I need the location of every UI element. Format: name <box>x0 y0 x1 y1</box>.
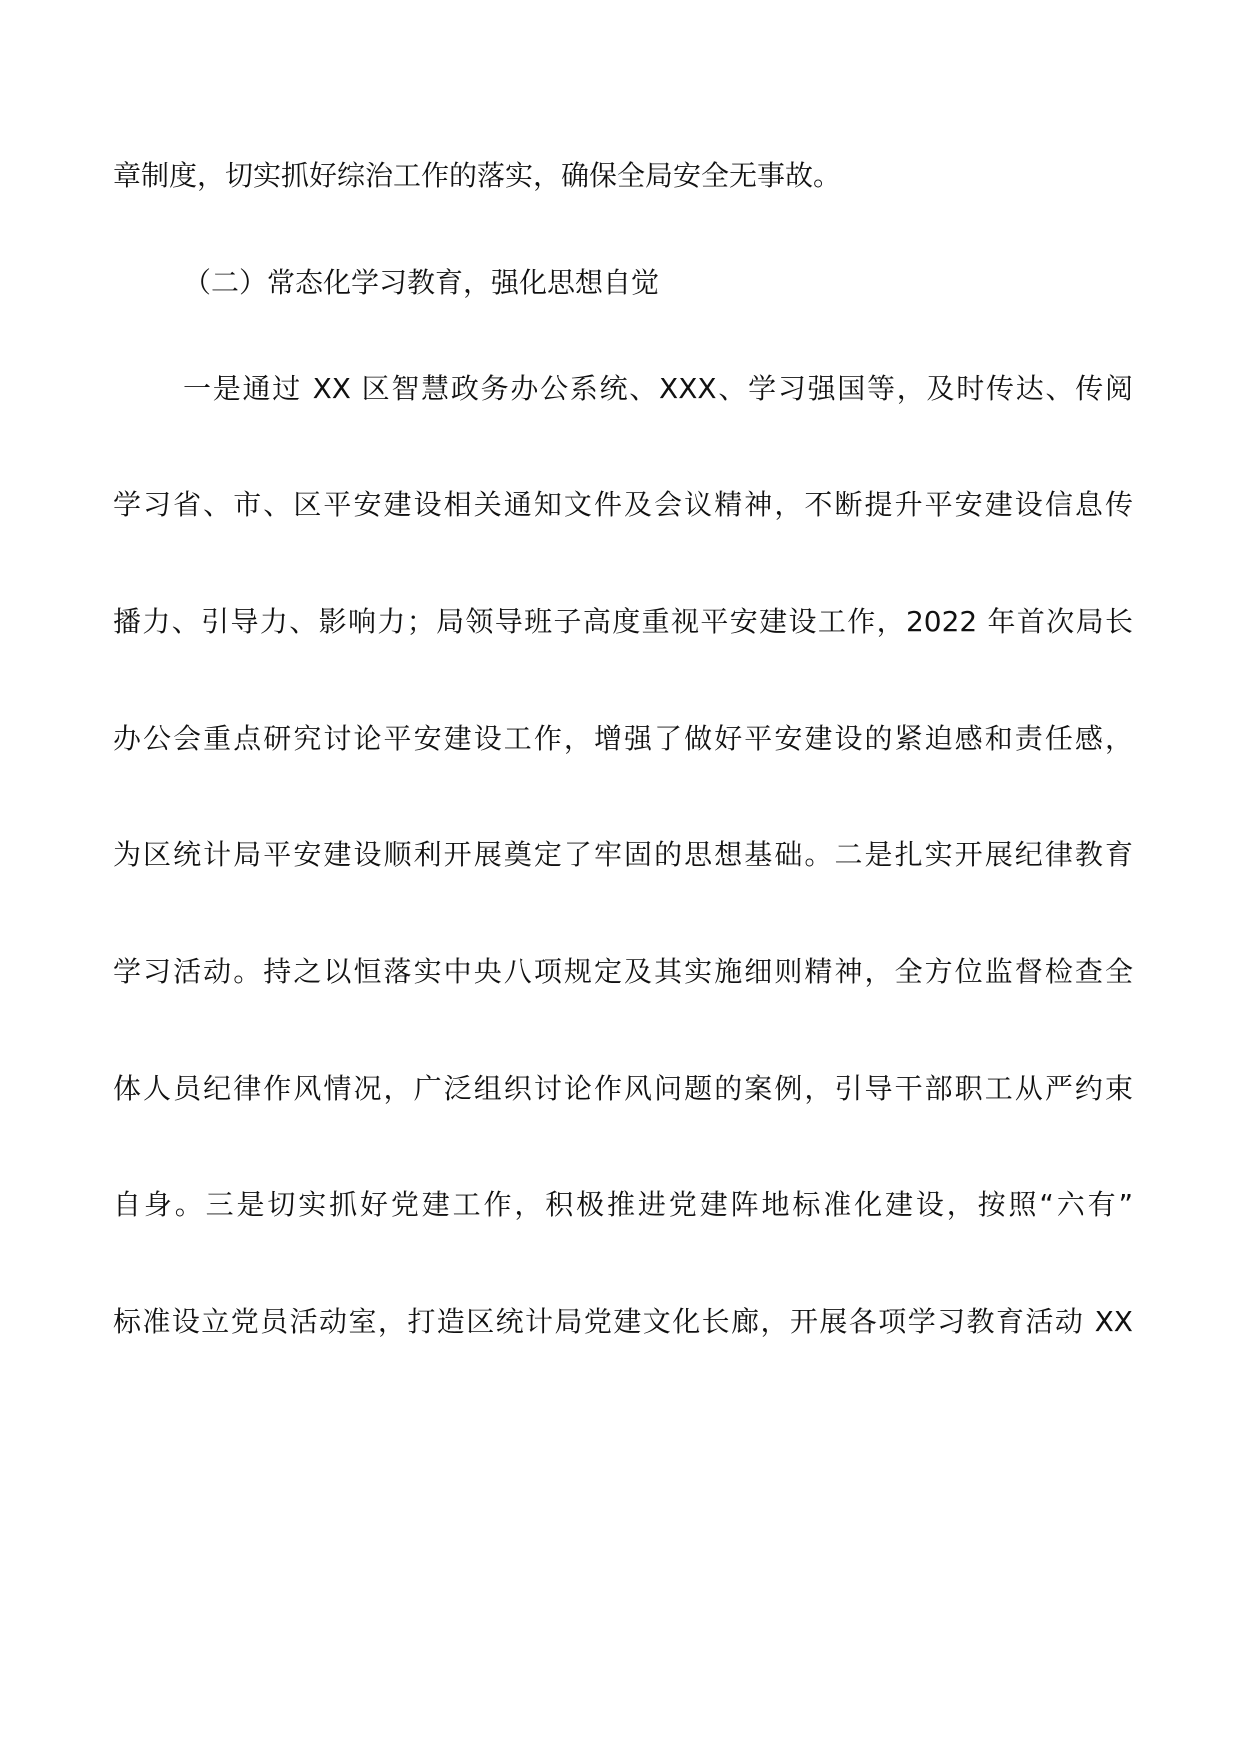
paragraph-line-1: 章制度，切实抓好综治工作的落实，确保全局安全无事故。 <box>113 159 842 192</box>
paragraph-line-4: 学习省、市、区平安建设相关通知文件及会议精神，不断提升平安建设信息传 <box>113 488 1133 521</box>
paragraph-line-10: 自身。三是切实抓好党建工作，积极推进党建阵地标准化建设，按照“六有” <box>113 1188 1133 1221</box>
paragraph-line-3: 一是通过 XX 区智慧政务办公系统、XXX、学习强国等，及时传达、传阅 <box>183 372 1133 405</box>
section-heading: （二）常态化学习教育，强化思想自觉 <box>183 266 660 299</box>
paragraph-line-8: 学习活动。持之以恒落实中央八项规定及其实施细则精神，全方位监督检查全 <box>113 955 1133 988</box>
paragraph-line-9: 体人员纪律作风情况，广泛组织讨论作风问题的案例，引导干部职工从严约束 <box>113 1072 1133 1105</box>
paragraph-line-7: 为区统计局平安建设顺利开展奠定了牢固的思想基础。二是扎实开展纪律教育 <box>113 838 1133 871</box>
paragraph-line-6: 办公会重点研究讨论平安建设工作，增强了做好平安建设的紧迫感和责任感， <box>113 722 1133 755</box>
paragraph-line-5: 播力、引导力、影响力；局领导班子高度重视平安建设工作，2022 年首次局长 <box>113 605 1133 638</box>
paragraph-line-11: 标准设立党员活动室，打造区统计局党建文化长廊，开展各项学习教育活动 XX <box>113 1305 1133 1338</box>
